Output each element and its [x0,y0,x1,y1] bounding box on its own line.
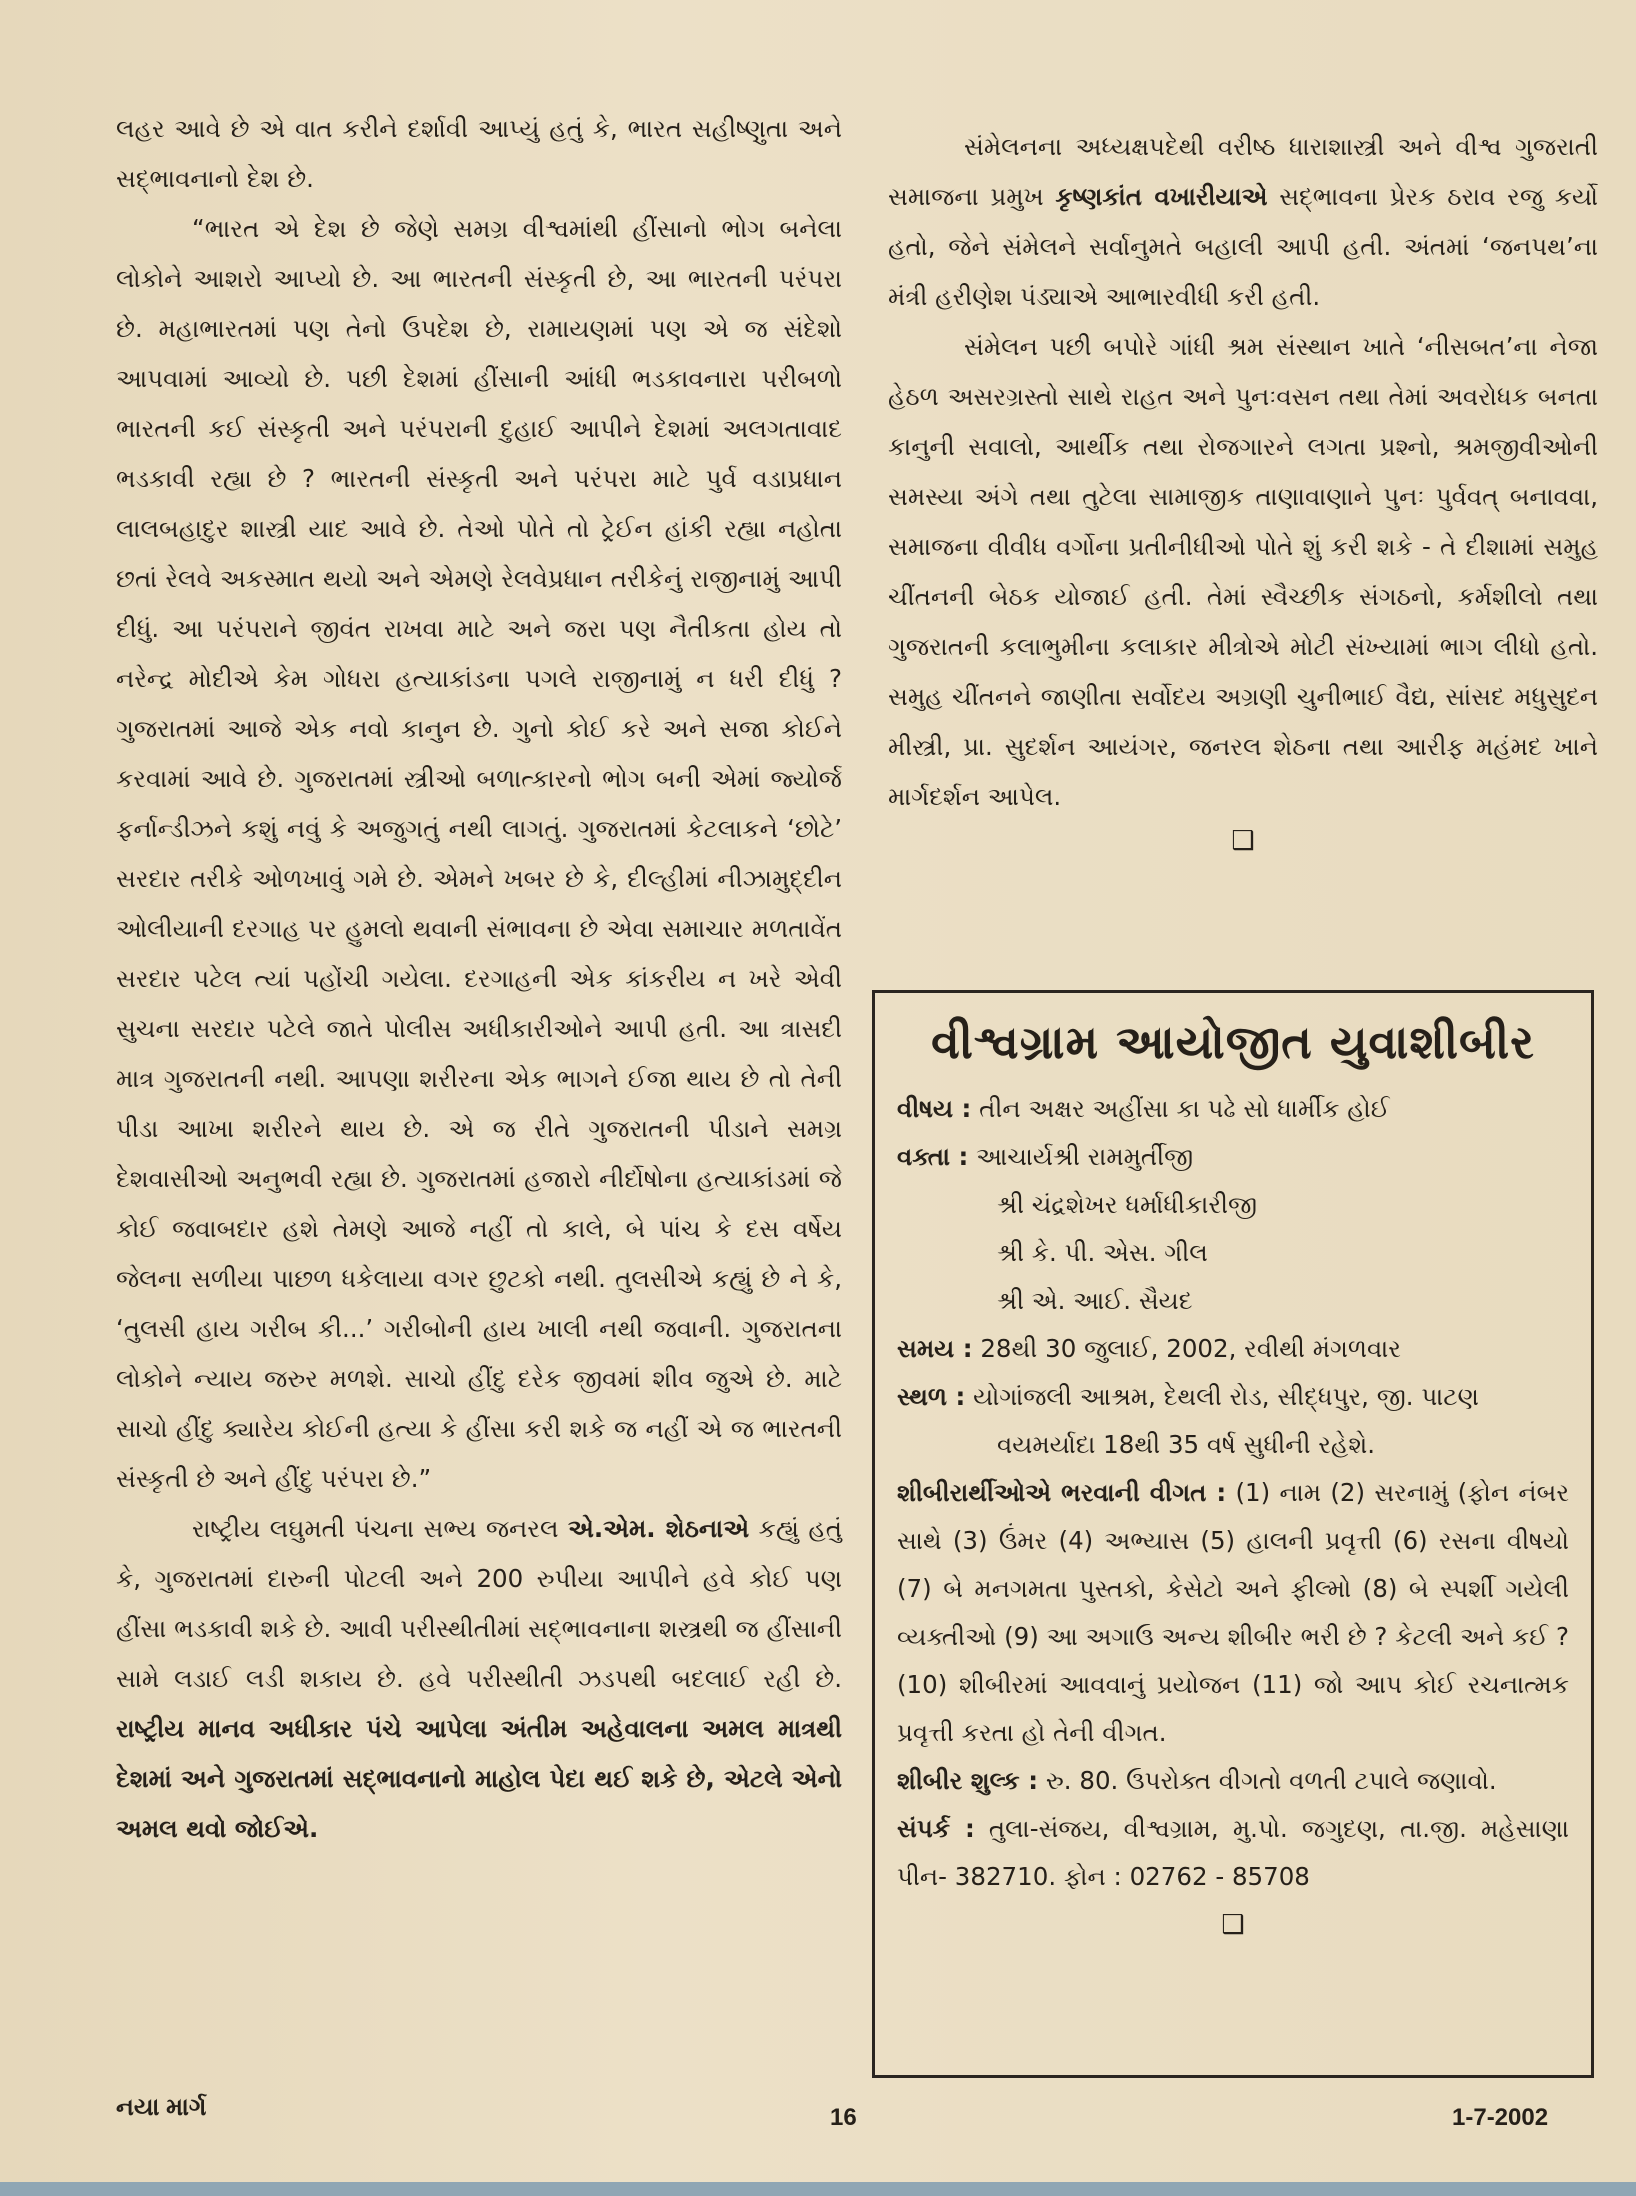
details-para [897,1469,1569,1757]
topic-value: તીન અક્ષર અહીંસા કા પઢે સો ધાર્મીક હોઈ [979,1094,1390,1123]
left-column [116,104,842,1854]
contact-label: સંપર્ક : [897,1814,975,1843]
place-line [897,1373,1569,1421]
left-paragraph-3 [116,1504,842,1854]
fee-value: રુ. 80. ઉપરોક્ત વીગતો વળતી ટપાલે જણાવો. [1045,1766,1497,1795]
fee-para [897,1757,1569,1805]
right-paragraph-2: સંમેલન પછી બપોરે ગાંધી શ્રમ સંસ્થાન ખાતે ‘નીસબત’ના નેજા હેઠળ અસરગ્રસ્તો સાથે રાહત અને પુનઃવસન તથા તેમાં અવરોધક બનતા કાનુની સવાલો, આર્થીક તથા રોજગારને લગતા પ્રશ્નો, શ્રમજીવીઓની સમસ્યા અંગે તથા તુટેલા સામાજીક તાણાવાણાને પુનઃ પુર્વવત્ બનાવવા, સમાજના વીવીધ વર્ગોના પ્રતીનીધીઓ પોતે શું કરી શકે - તે દીશામાં સમુહ ચીંતનની બેઠક યોજાઈ હતી. તેમાં સ્વૈચ્છીક સંગઠનો, કર્મશીલો તથા ગુજરાતની કલાભુમીના કલાકાર મીત્રોએ મોટી સંખ્યામાં ભાગ લીધો હતો. સમુહ ચીંતનને જાણીતા સર્વોદય અગ્રણી ચુનીભાઈ વૈદ્ય, સાંસદ મધુસુદન મીસ્ત્રી, પ્રા. સુદર્શન આયંગર, જનરલ શેઠના તથા આરીફ મહંમદ ખાને માર્ગદર્શન આપેલ. [888,332,1598,811]
age-line: વયમર્યાદા 18થી 35 વર્ષ સુધીની રહેશે. [997,1430,1376,1459]
left-paragraph-1: લહર આવે છે એ વાત કરીને દર્શાવી આપ્યું હતું કે, ભારત સહીષ્ણુતા અને સદ્‌ભાવનાનો દેશ છે. [116,114,842,193]
contact-value: તુલા-સંજય, વીશ્વગ્રામ, મુ.પો. જગુદણ, તા.જી. મહેસાણા પીન- 382710. ફોન : 02762 - 85708 [897,1814,1569,1891]
right-paragraph-1 [888,122,1598,322]
speakers-line [897,1133,1569,1181]
speaker-3: શ્રી કે. પી. એસ. ગીલ [997,1238,1208,1267]
left-paragraph-quote: “ભારત એ દેશ છે જેણે સમગ્ર વીશ્વમાંથી હીંસાનો ભોગ બનેલા લોકોને આશરો આપ્યો છે. આ ભારતની સંસ્કૃતી છે, આ ભારતની પરંપરા છે. મહાભારતમાં પણ તેનો ઉપદેશ છે, રામાયણમાં પણ એ જ સંદેશો આપવામાં આવ્યો છે. પછી દેશમાં હીંસાની આંધી ભડકાવનારા પરીબળો ભારતની કઈ સંસ્કૃતી અને પરંપરાની દુહાઈ આપીને દેશમાં અલગતાવાદ ભડકાવી રહ્યા છે ? ભારતની સંસ્કૃતી અને પરંપરા માટે પુર્વ વડાપ્રધાન લાલબહાદુર શાસ્ત્રી યાદ આવે છે. તેઓ પોતે તો ટ્રેઈન હાંકી રહ્યા નહોતા છતાં રેલવે અકસ્માત થયો અને એમણે રેલવેપ્રધાન તરીકેનું રાજીનામું આપી દીધું. આ પરંપરાને જીવંત રાખવા માટે અને જરા પણ નૈતીકતા હોય તો નરેન્દ્ર મોદીએ કેમ ગોધરા હત્યાકાંડના પગલે રાજીનામું ન ધરી દીધું ? ગુજરાતમાં આજે એક નવો કાનુન છે. ગુનો કોઈ કરે અને સજા કોઈને કરવામાં આવે છે. ગુજરાતમાં સ્ત્રીઓ બળાત્કારનો ભોગ બની એમાં જ્યોર્જ ફર્નાન્ડીઝને કશું નવું કે અજુગતું નથી લાગતું. ગુજરાતમાં કેટલાકને ‘છોટે’ સરદાર તરીકે ઓળખાવું ગમે છે. એમને ખબર છે કે, દીલ્હીમાં નીઝામુદ્દીન ઓલીયાની દરગાહ પર હુમલો થવાની સંભાવના છે એવા સમાચાર મળતાવેંત સરદાર પટેલ ત્યાં પહોંચી ગયેલા. દરગાહની એક કાંકરીય ન ખરે એવી સુચના સરદાર પટેલે જાતે પોલીસ અધીકારીઓને આપી હતી. આ ત્રાસદી માત્ર ગુજરાતની નથી. આપણા શરીરના એક ભાગને ઈજા થાય છે તો તેની પીડા આખા શરીરને થાય છે. એ જ રીતે ગુજરાતની પીડાને સમગ્ર દેશવાસીઓ અનુભવી રહ્યા છે. ગુજરાતમાં હજારો નીર્દોષોના હત્યાકાંડમાં જે કોઈ જવાબદાર હશે તેમણે આજે નહીં તો કાલે, બે પાંચ કે દસ વર્ષેય જેલના સળીયા પાછળ ધકેલાયા વગર છુટકો નથી. તુલસીએ કહ્યું છે ને કે, ‘તુલસી હાય ગરીબ કી...’ ગરીબોની હાય ખાલી નથી જવાની. ગુજરાતના લોકોને ન્યાય જરુર મળશે. સાચો હીંદુ દરેક જીવમાં શીવ જુએ છે. માટે સાચો હીંદુ ક્યારેય કોઈની હત્યા કે હીંસા કરી શકે જ નહીં એ જ ભારતની સંસ્કૃતી છે અને હીંદુ પરંપરા છે.” [116,214,842,1493]
place-label: સ્થળ : [897,1382,966,1411]
speaker-2: શ્રી ચંદ્રશેખર ધર્માધીકારીજી [997,1190,1258,1219]
left-p3-bold-end: રાષ્ટ્રીય માનવ અધીકાર પંચે આપેલા અંતીમ અહેવાલના અમલ માત્રથી દેશમાં અને ગુજરાતમાં સદ્‌ભાવનાનો માહોલ પેદા થઈ શકે છે, એટલે એનો અમલ થવો જોઈએ. [116,1714,842,1843]
speakers-label: વક્તા : [897,1142,969,1171]
topic-line [897,1085,1569,1133]
time-value: 28થી 30 જુલાઈ, 2002, રવીથી મંગળવાર [980,1334,1401,1363]
publication-name: નયા માર્ગ [116,2094,207,2121]
speaker-1: આચાર્યશ્રી રામમુર્તીજી [976,1142,1194,1171]
topic-label: વીષય : [897,1094,972,1123]
right-column [888,122,1598,864]
left-p3-name: એ.એમ. શેઠનાએ [567,1514,750,1543]
box-end-mark: ❑ [1221,1910,1245,1940]
camp-title: વીશ્વગ્રામ આયોજીત યુવાશીબીર [931,1015,1535,1069]
time-line [897,1325,1569,1373]
left-p3-mid: કહ્યું હતું કે, ગુજરાતમાં દારુની પોટલી અને 200 રુપીયા આપીને હવે કોઈ પણ હીંસા ભડકાવી શકે છે. આવી પરીસ્થીતીમાં સદ્‌ભાવનાના શસ્ત્રથી જ હીંસાની સામે લડાઈ લડી શકાય છે. હવે પરીસ્થીતી ઝડપથી બદલાઈ રહી છે. [116,1514,842,1693]
speaker-4: શ્રી એ. આઈ. સૈયદ [997,1286,1193,1315]
contact-para [897,1805,1569,1901]
place-value: યોગાંજલી આશ્રમ, દેથલી રોડ, સીદ્ધપુર, જી. પાટણ [973,1382,1479,1411]
scan-edge-strip [0,2182,1636,2196]
issue-date: 1-7-2002 [1452,2104,1549,2131]
time-label: સમય : [897,1334,973,1363]
right-p1-name: કૃષ્ણકાંત વખારીયાએ [1055,182,1268,211]
fee-label: શીબીર શુલ્ક : [897,1766,1039,1795]
details-label: શીબીરાર્થીઓએ ભરવાની વીગત : [897,1478,1227,1507]
details-value: (1) નામ (2) સરનામું (ફોન નંબર સાથે (3) ઉંમર (4) અભ્યાસ (5) હાલની પ્રવૃત્તી (6) રસના વીષયો (7) બે મનગમતા પુસ્તકો, કેસેટો અને ફીલ્મો (8) બે સ્પર્શી ગયેલી વ્યક્તીઓ (9) આ અગાઉ અન્ય શીબીર ભરી છે ? કેટલી અને કઈ ? (10) શીબીરમાં આવવાનું પ્રયોજન (11) જો આપ કોઈ રચનાત્મક પ્રવૃત્તી કરતા હો તેની વીગત. [897,1478,1569,1747]
camp-announcement-box [872,990,1594,2078]
left-p3-start: રાષ્ટ્રીય લઘુમતી પંચના સભ્ય જનરલ [192,1514,568,1543]
right-p1-end: સદ્‌ભાવના પ્રેરક ઠરાવ રજુ કર્યો હતો, જેને સંમેલને સર્વાનુમતે બહાલી આપી હતી. અંતમાં ‘જનપથ’ના મંત્રી હરીણેશ પંડ્યાએ આભારવીધી કરી હતી. [888,182,1598,311]
page-footer [0,2082,1636,2142]
article-end-mark: ❑ [1231,826,1255,856]
right-p1-start: સંમેલનના અધ્યક્ષપદેથી વરીષ્ઠ ધારાશાસ્ત્રી અને વીશ્વ ગુજરાતી સમાજના પ્રમુખ [888,132,1598,211]
page-number: 16 [830,2104,857,2131]
